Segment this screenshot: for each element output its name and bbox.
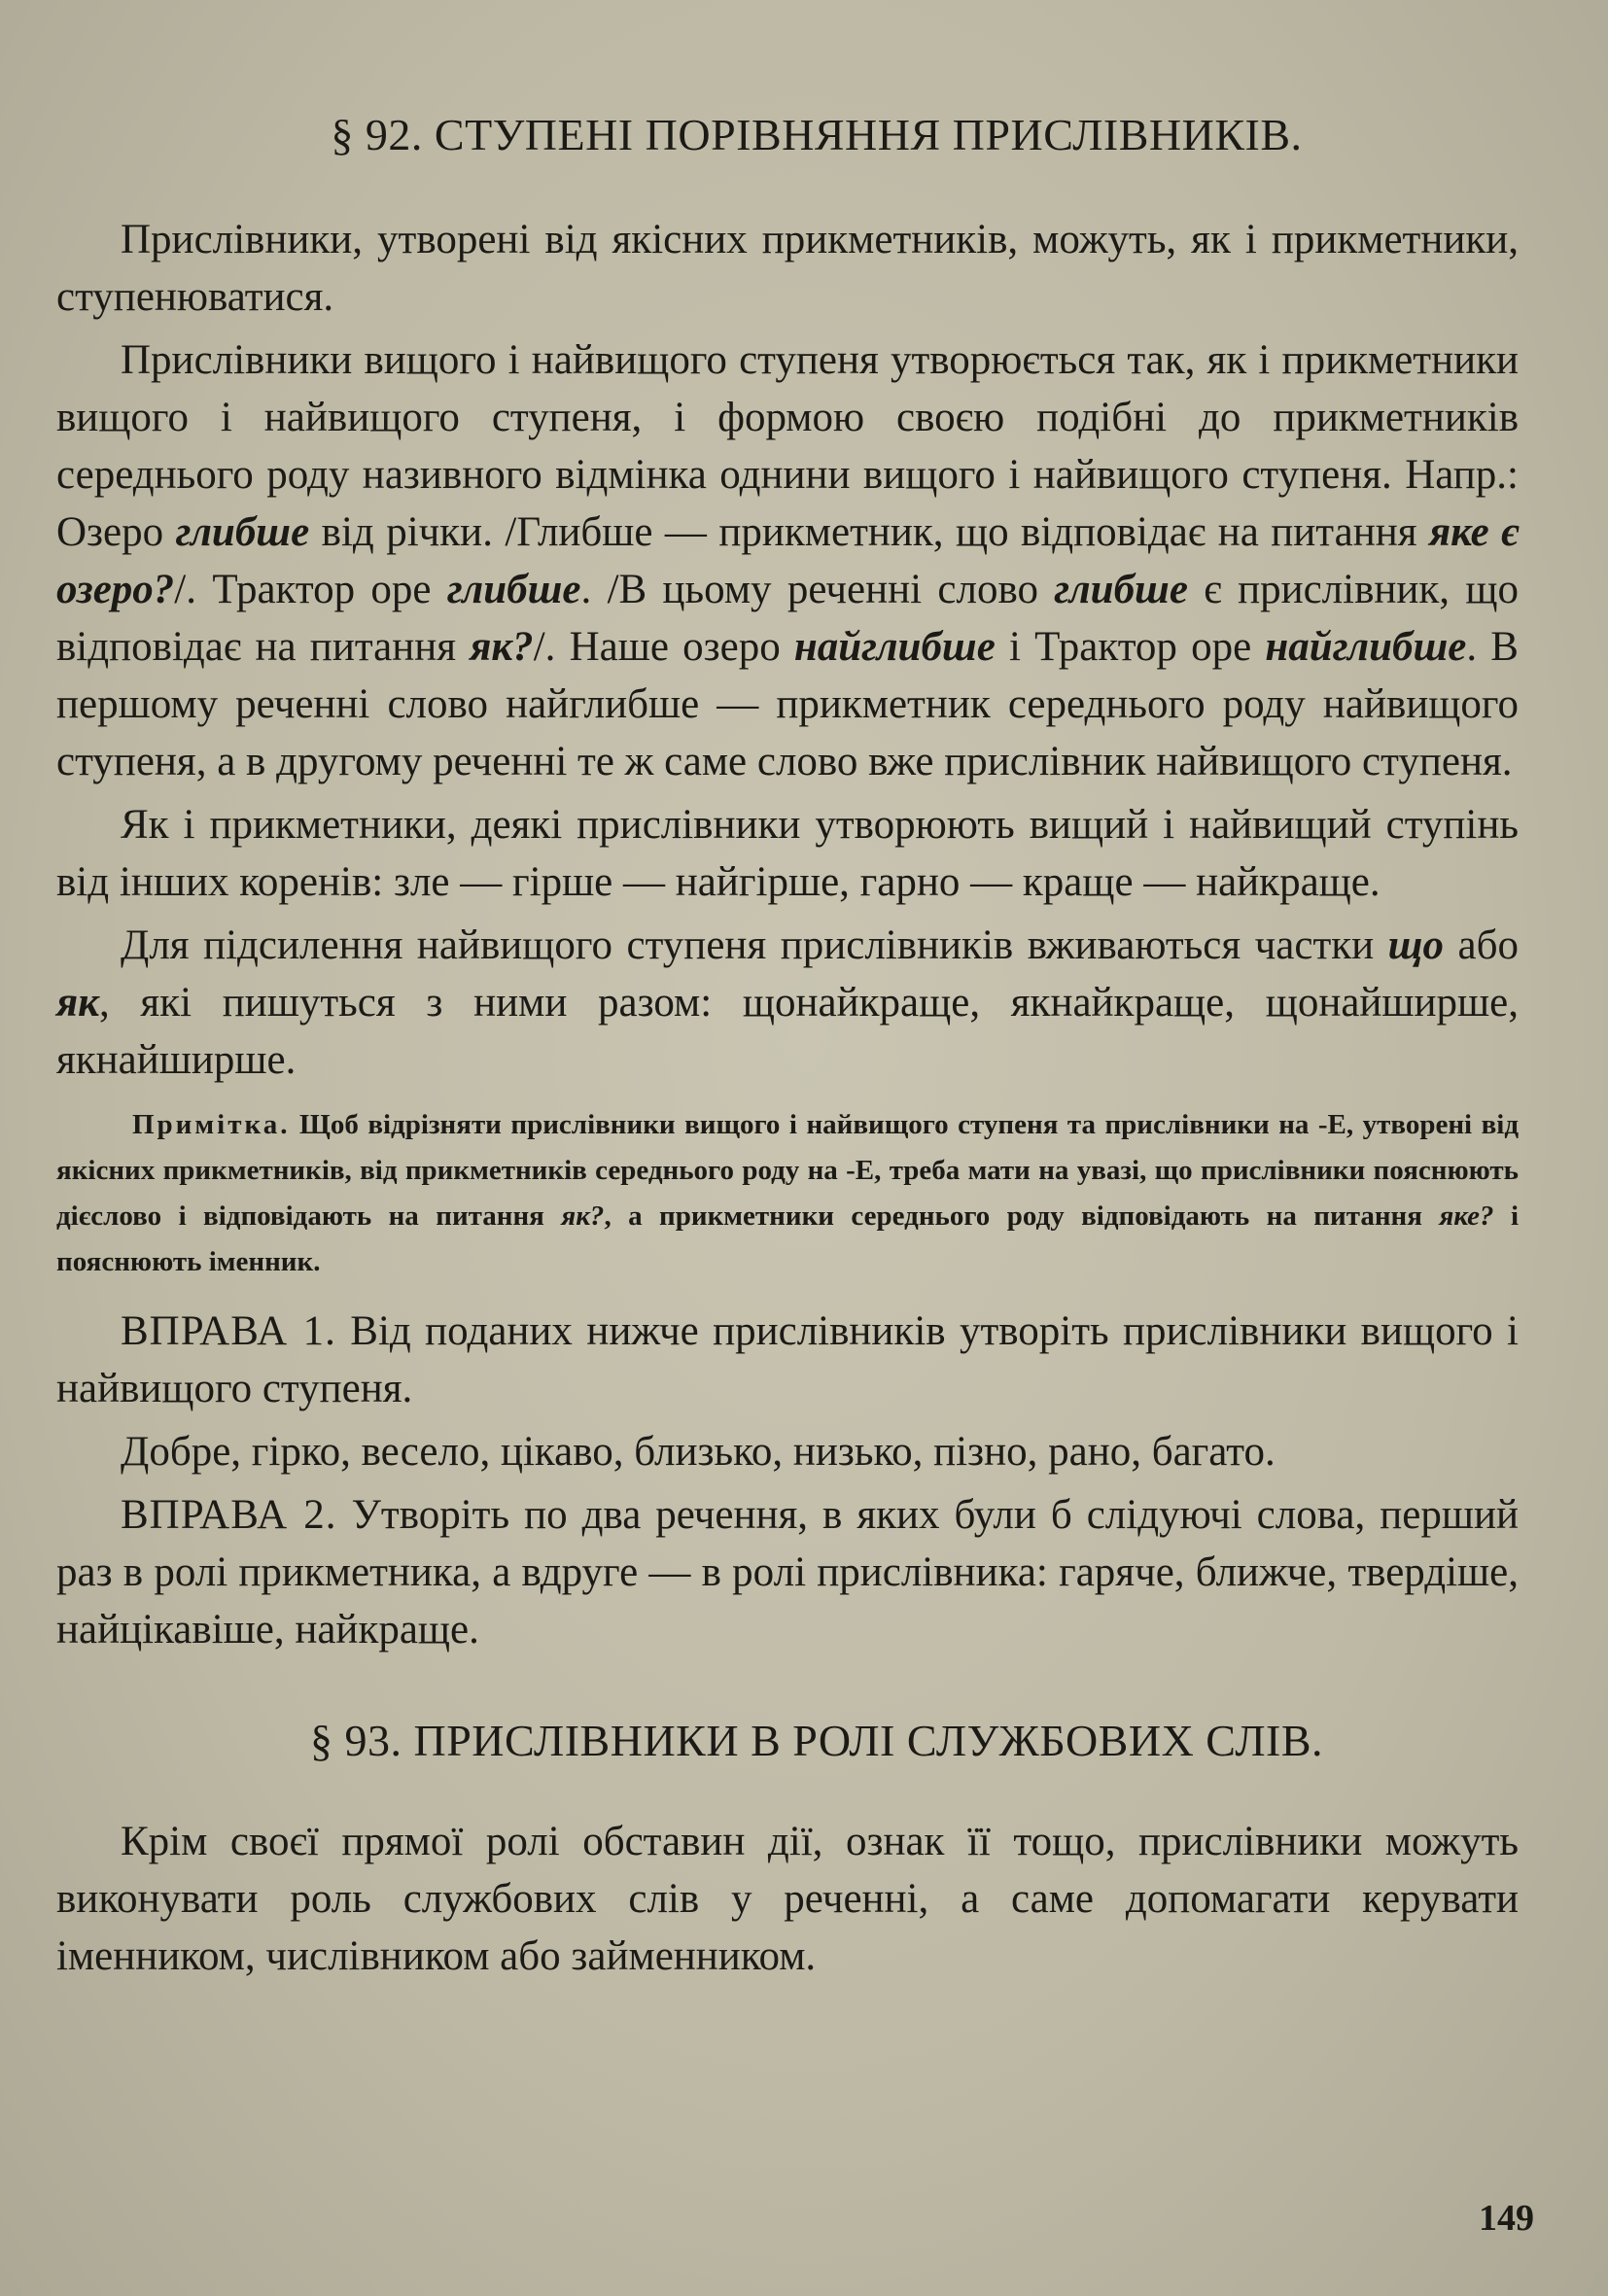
paragraph-4: Для підсилення найвищого ступеня прислівників вживаються частки що або як, які пишуться з ними разом: щонайкраще, якнайкраще, щонайширше, якнайширше. (56, 922, 1519, 1083)
italic-word: найглибше (1265, 624, 1467, 670)
italic-word: як? (470, 624, 534, 670)
section-93-heading: § 93. ПРИСЛІВНИКИ В РОЛІ СЛУЖБОВИХ СЛІВ. (309, 1716, 1324, 1765)
italic-word: як (56, 980, 99, 1026)
italic-word: глибше (1054, 567, 1188, 612)
exercise-1-words: Добре, гірко, весело, цікаво, близько, низько, пізно, рано, багато. (121, 1429, 1276, 1475)
paragraph-5: Крім своєї прямої ролі обставин дії, ознак її тощо, прислівники можуть виконувати роль службових слів у реченні, а саме допомагати керувати іменником, числівником або займенником. (56, 1819, 1519, 1979)
note-label: Примітка. (132, 1109, 291, 1140)
italic-word: найглибше (793, 624, 996, 670)
italic-word: яке є озеро? (56, 509, 1519, 612)
page-number: 149 (1479, 2198, 1534, 2239)
note-paragraph: Примітка. Щоб відрізняти прислівники вищого і найвищого ступеня та прислівники на -Е, утворені від якісних прикметників, від прикметників середнього роду на -Е, треба мати на увазі, що прислівники пояснюють дієслово і відповідають на питання як?, а прикметники середнього роду відповідають на питання яке? і пояснюють іменник. (56, 1109, 1519, 1277)
italic-word: що (1387, 922, 1444, 968)
section-92-heading: § 92. СТУПЕНІ ПОРІВНЯННЯ ПРИСЛІВНИКІВ. (331, 110, 1303, 159)
exercise-2-title: ВПРАВА 2. (121, 1492, 337, 1538)
exercise-1-title: ВПРАВА 1. (121, 1308, 336, 1354)
paragraph-2: Прислівники вищого і найвищого ступеня утворюється так, як і прикметники вищого і найвищого ступеня, і формою своєю подібні до прикметників середнього роду називного відмінка однини вищого і найвищого ступеня. Напр.: Озеро глибше від річки. /Глибше — прикметник, що відповідає на питання яке є озеро?/. Трактор оре глибше. /В цьому реченні слово глибше є прислівник, що відповідає на питання як?/. Наше озеро найглибше і Трактор оре найглибше. В першому реченні слово найглибше — прикметник середнього роду найвищого ступеня, а в другому реченні те ж саме слово вже прислівник найвищого ступеня. (56, 337, 1519, 784)
italic-word: глибше (446, 567, 581, 612)
paragraph-1: Прислівники, утворені від якісних прикметників, можуть, як і прикметники, ступенюватися. (56, 217, 1519, 320)
italic-word: глибше (175, 509, 310, 555)
paragraph-3: Як і прикметники, деякі прислівники утворюють вищий і найвищий ступінь від інших коренів: зле — гірше — найгірше, гарно — краще — найкраще. (56, 802, 1519, 905)
exercise-1: ВПРАВА 1. Від поданих нижче прислівників утворіть прислівники вищого і найвищого ступеня. (56, 1308, 1519, 1411)
exercise-2: ВПРАВА 2. Утворіть по два речення, в яких були б слідуючі слова, перший раз в ролі прикметника, а вдруге — в ролі прислівника: гаряче, ближче, твердіше, найцікавіше, найкраще. (56, 1492, 1519, 1652)
